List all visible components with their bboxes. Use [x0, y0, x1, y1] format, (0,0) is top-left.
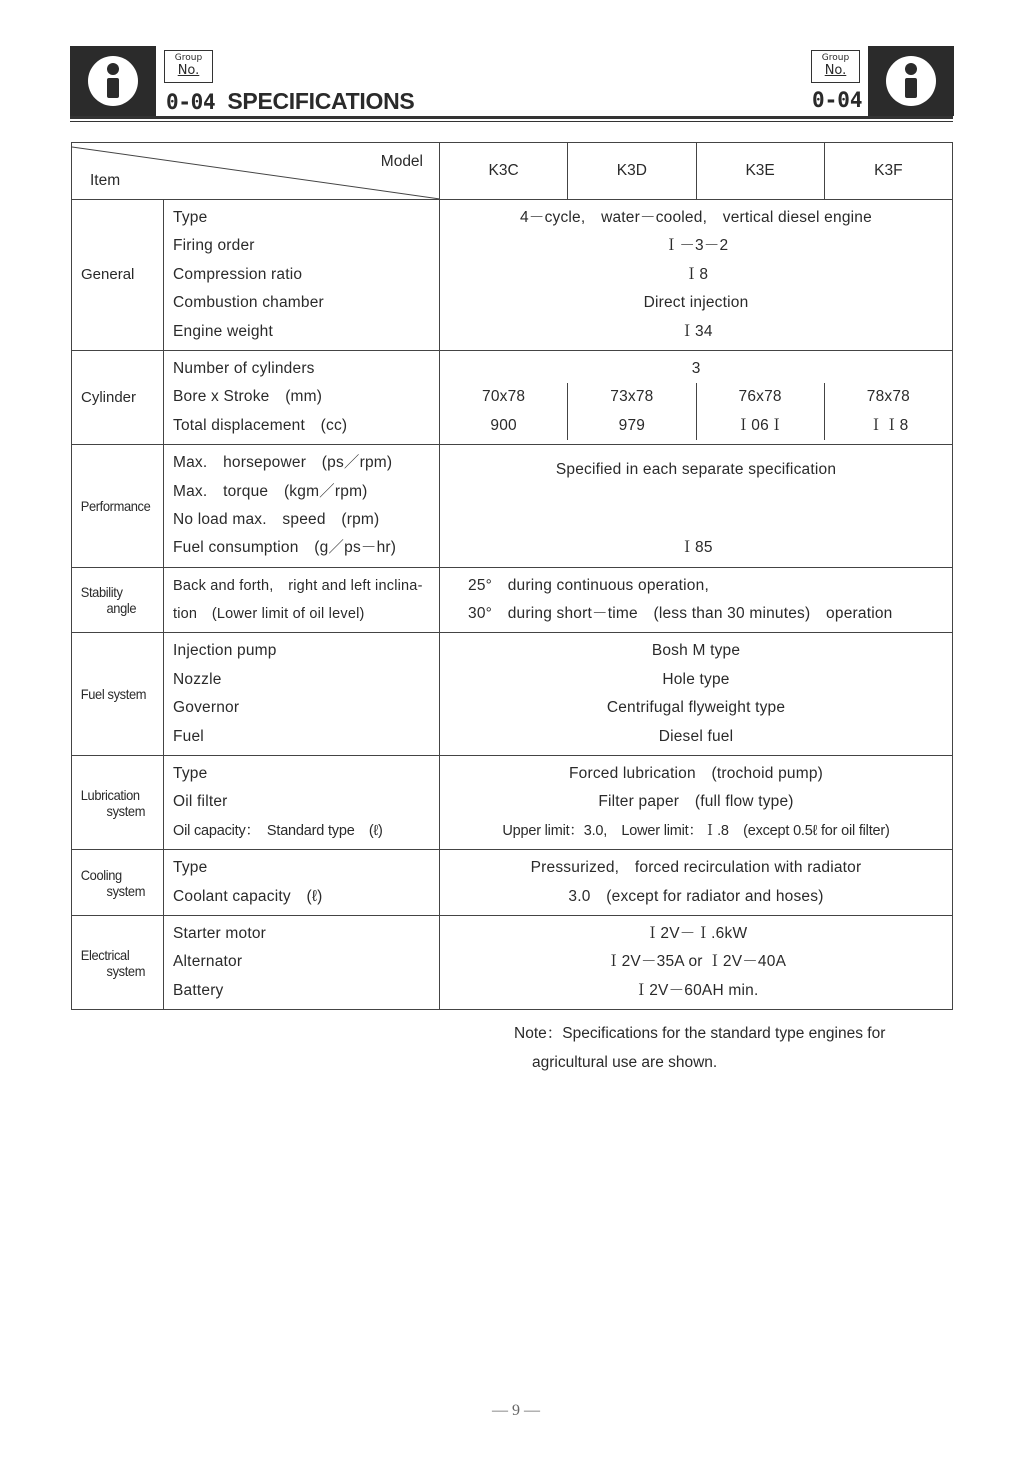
category-performance: Performance [72, 445, 157, 568]
value-lub-type: Forced lubrication (trochoid pump) [568, 765, 824, 783]
category-electrical [72, 916, 157, 1010]
table-header-row [72, 143, 953, 200]
category-fuel-system: Fuel system [72, 633, 157, 756]
bore-k3d: 73x78 [610, 388, 654, 406]
group-number-box-right [811, 50, 860, 83]
model-k3f: K3F [824, 143, 952, 200]
performance-items [164, 445, 440, 568]
item-governor: Governor [173, 699, 240, 717]
category-lubrication-line2: system [106, 802, 145, 819]
value-firing-order: Ｉ－3－2 [663, 237, 729, 255]
cylinder-col-k3d [567, 383, 695, 440]
category-cooling-line1: Cooling [80, 866, 122, 883]
item-starter-motor: Starter motor [173, 925, 267, 942]
lubrication-values [440, 756, 953, 850]
value-cooling-type: Pressurized, forced recirculation with radiator [530, 859, 862, 877]
category-stability [72, 567, 157, 633]
item-heading: Item [90, 172, 121, 189]
item-oil-filter: Oil filter [173, 793, 228, 811]
value-governor: Centrifugal flyweight type [606, 699, 786, 717]
category-stability-line1: Stability [80, 584, 123, 601]
section-number: 0-04 [166, 90, 216, 114]
item-inclination-2: tion (Lower limit of oil level) [173, 606, 365, 623]
category-cooling-line2: system [106, 882, 145, 899]
cylinder-values [440, 350, 953, 444]
model-k3d: K3D [568, 143, 696, 200]
corner-diagonal [72, 143, 440, 200]
info-icon-right [886, 56, 936, 106]
header-block-right [868, 46, 954, 116]
fuel-system-items [164, 633, 440, 756]
stability-values [440, 567, 953, 633]
value-type: 4－cycle, water－cooled, vertical diesel engine [520, 209, 872, 226]
item-cooling-type: Type [173, 859, 208, 877]
general-values [440, 200, 953, 351]
item-combustion-chamber: Combustion chamber [173, 294, 324, 312]
corner-cell [72, 143, 440, 200]
fuel-system-values [440, 633, 953, 756]
value-fuel-consumption: Ｉ85 [679, 539, 713, 557]
item-firing-order: Firing order [173, 237, 255, 255]
specifications-table [71, 142, 953, 1010]
page-number: — 9 — [492, 1402, 540, 1419]
item-no-load-speed: No load max. speed (rpm) [173, 510, 380, 528]
value-oil-filter: Filter paper (full flow type) [598, 793, 794, 811]
item-total-displacement: Total displacement (cc) [173, 416, 348, 434]
section-number-right: 0-04 [812, 88, 863, 112]
bore-k3e: 76x78 [738, 388, 782, 406]
general-items [164, 200, 440, 351]
group-label-right: Group [821, 53, 850, 63]
value-compression-ratio: Ｉ8 [683, 265, 709, 283]
item-injection-pump: Injection pump [173, 642, 277, 660]
bore-k3c: 70x78 [482, 388, 526, 406]
item-coolant-capacity: Coolant capacity (ℓ) [173, 887, 323, 905]
cooling-values [440, 850, 953, 916]
category-lubrication-line1: Lubrication [80, 786, 140, 803]
group-label: Group [174, 53, 203, 63]
table-row-stability [72, 567, 953, 633]
value-coolant-capacity: 3.0 (except for radiator and hoses) [568, 887, 824, 905]
group-number-box-left [164, 50, 213, 83]
value-spacer [440, 506, 952, 534]
value-alternator: Ｉ2V－35A or Ｉ2V－40A [605, 953, 787, 971]
stability-items [164, 567, 440, 633]
bore-k3f: 78x78 [866, 388, 910, 406]
value-fuel: Diesel fuel [658, 727, 734, 745]
category-cylinder: Cylinder [72, 350, 164, 444]
displacement-k3f: ＩＩ8 [868, 416, 909, 434]
item-max-horsepower: Max. horsepower (ps／rpm) [173, 454, 393, 472]
model-k3c: K3C [440, 143, 568, 200]
cylinder-items [164, 350, 440, 444]
item-oil-capacity: Oil capacity： Standard type (ℓ) [173, 822, 383, 839]
value-continuous: 25° during continuous operation, [468, 576, 709, 594]
no-label: No. [177, 63, 200, 78]
item-bore-stroke: Bore x Stroke (mm) [173, 388, 323, 406]
header-rule-thin [70, 121, 953, 122]
value-specified: Specified in each separate specification [555, 461, 837, 479]
table-row-fuel-system [72, 633, 953, 756]
category-general: General [72, 200, 164, 351]
item-compression-ratio: Compression ratio [173, 265, 303, 283]
electrical-items [164, 916, 440, 1010]
footnote-line2: agricultural use are shown. [532, 1053, 718, 1071]
lubrication-items [164, 756, 440, 850]
table-row-cylinder [72, 350, 953, 444]
item-type: Type [173, 209, 208, 226]
item-inclination-1: Back and forth, right and left inclina- [173, 577, 423, 594]
value-short-time: 30° during short－time (less than 30 minutes) operation [468, 605, 893, 623]
header-block-left [70, 46, 156, 116]
performance-values [440, 445, 953, 568]
item-fuel-consumption: Fuel consumption (g／ps－hr) [173, 539, 397, 557]
cylinder-col-k3c [440, 383, 567, 440]
category-cooling [72, 850, 157, 916]
cylinder-col-k3e [696, 383, 824, 440]
displacement-k3e: Ｉ06Ｉ [735, 416, 785, 434]
category-electrical-line1: Electrical [80, 946, 129, 963]
table-row-electrical [72, 916, 953, 1010]
item-alternator: Alternator [173, 953, 243, 971]
item-lub-type: Type [173, 765, 208, 783]
value-cylinders: 3 [691, 359, 701, 377]
electrical-values [440, 916, 953, 1010]
item-nozzle: Nozzle [173, 670, 222, 688]
value-battery: Ｉ2V－60AH min. [633, 981, 759, 999]
table-row-lubrication [72, 756, 953, 850]
displacement-k3d: 979 [618, 416, 646, 434]
category-stability-line2: angle [106, 600, 136, 617]
footnote-line1: Note：Specifications for the standard type engines for [514, 1025, 886, 1042]
displacement-k3c: 900 [490, 416, 517, 434]
value-starter-motor: Ｉ2V－Ｉ.6kW [644, 925, 748, 942]
header-rule [70, 116, 953, 119]
model-heading: Model [380, 153, 423, 170]
value-nozzle: Hole type [662, 670, 730, 688]
value-oil-capacity: Upper limit：3.0, Lower limit：Ｉ.8 (except 0.5ℓ for oil filter) [502, 822, 890, 839]
info-icon [88, 56, 138, 106]
item-max-torque: Max. torque (kgm／rpm) [173, 482, 368, 500]
item-engine-weight: Engine weight [173, 322, 273, 340]
item-fuel: Fuel [173, 727, 204, 745]
cooling-items [164, 850, 440, 916]
category-lubrication [72, 756, 157, 850]
table-row-general [72, 200, 953, 351]
category-electrical-line2: system [106, 962, 145, 979]
title-text: SPECIFICATIONS [227, 88, 415, 114]
page-title [166, 88, 414, 115]
item-number-of-cylinders: Number of cylinders [173, 359, 315, 377]
value-injection-pump: Bosh M type [651, 642, 741, 660]
table-row-performance [72, 445, 953, 568]
item-battery: Battery [173, 981, 224, 999]
footnote [514, 1020, 954, 1077]
table-row-cooling [72, 850, 953, 916]
no-label-right: No. [824, 63, 847, 78]
cylinder-col-k3f [824, 383, 952, 440]
model-k3e: K3E [696, 143, 824, 200]
value-combustion-chamber: Direct injection [643, 294, 749, 312]
value-engine-weight: Ｉ34 [679, 322, 713, 340]
